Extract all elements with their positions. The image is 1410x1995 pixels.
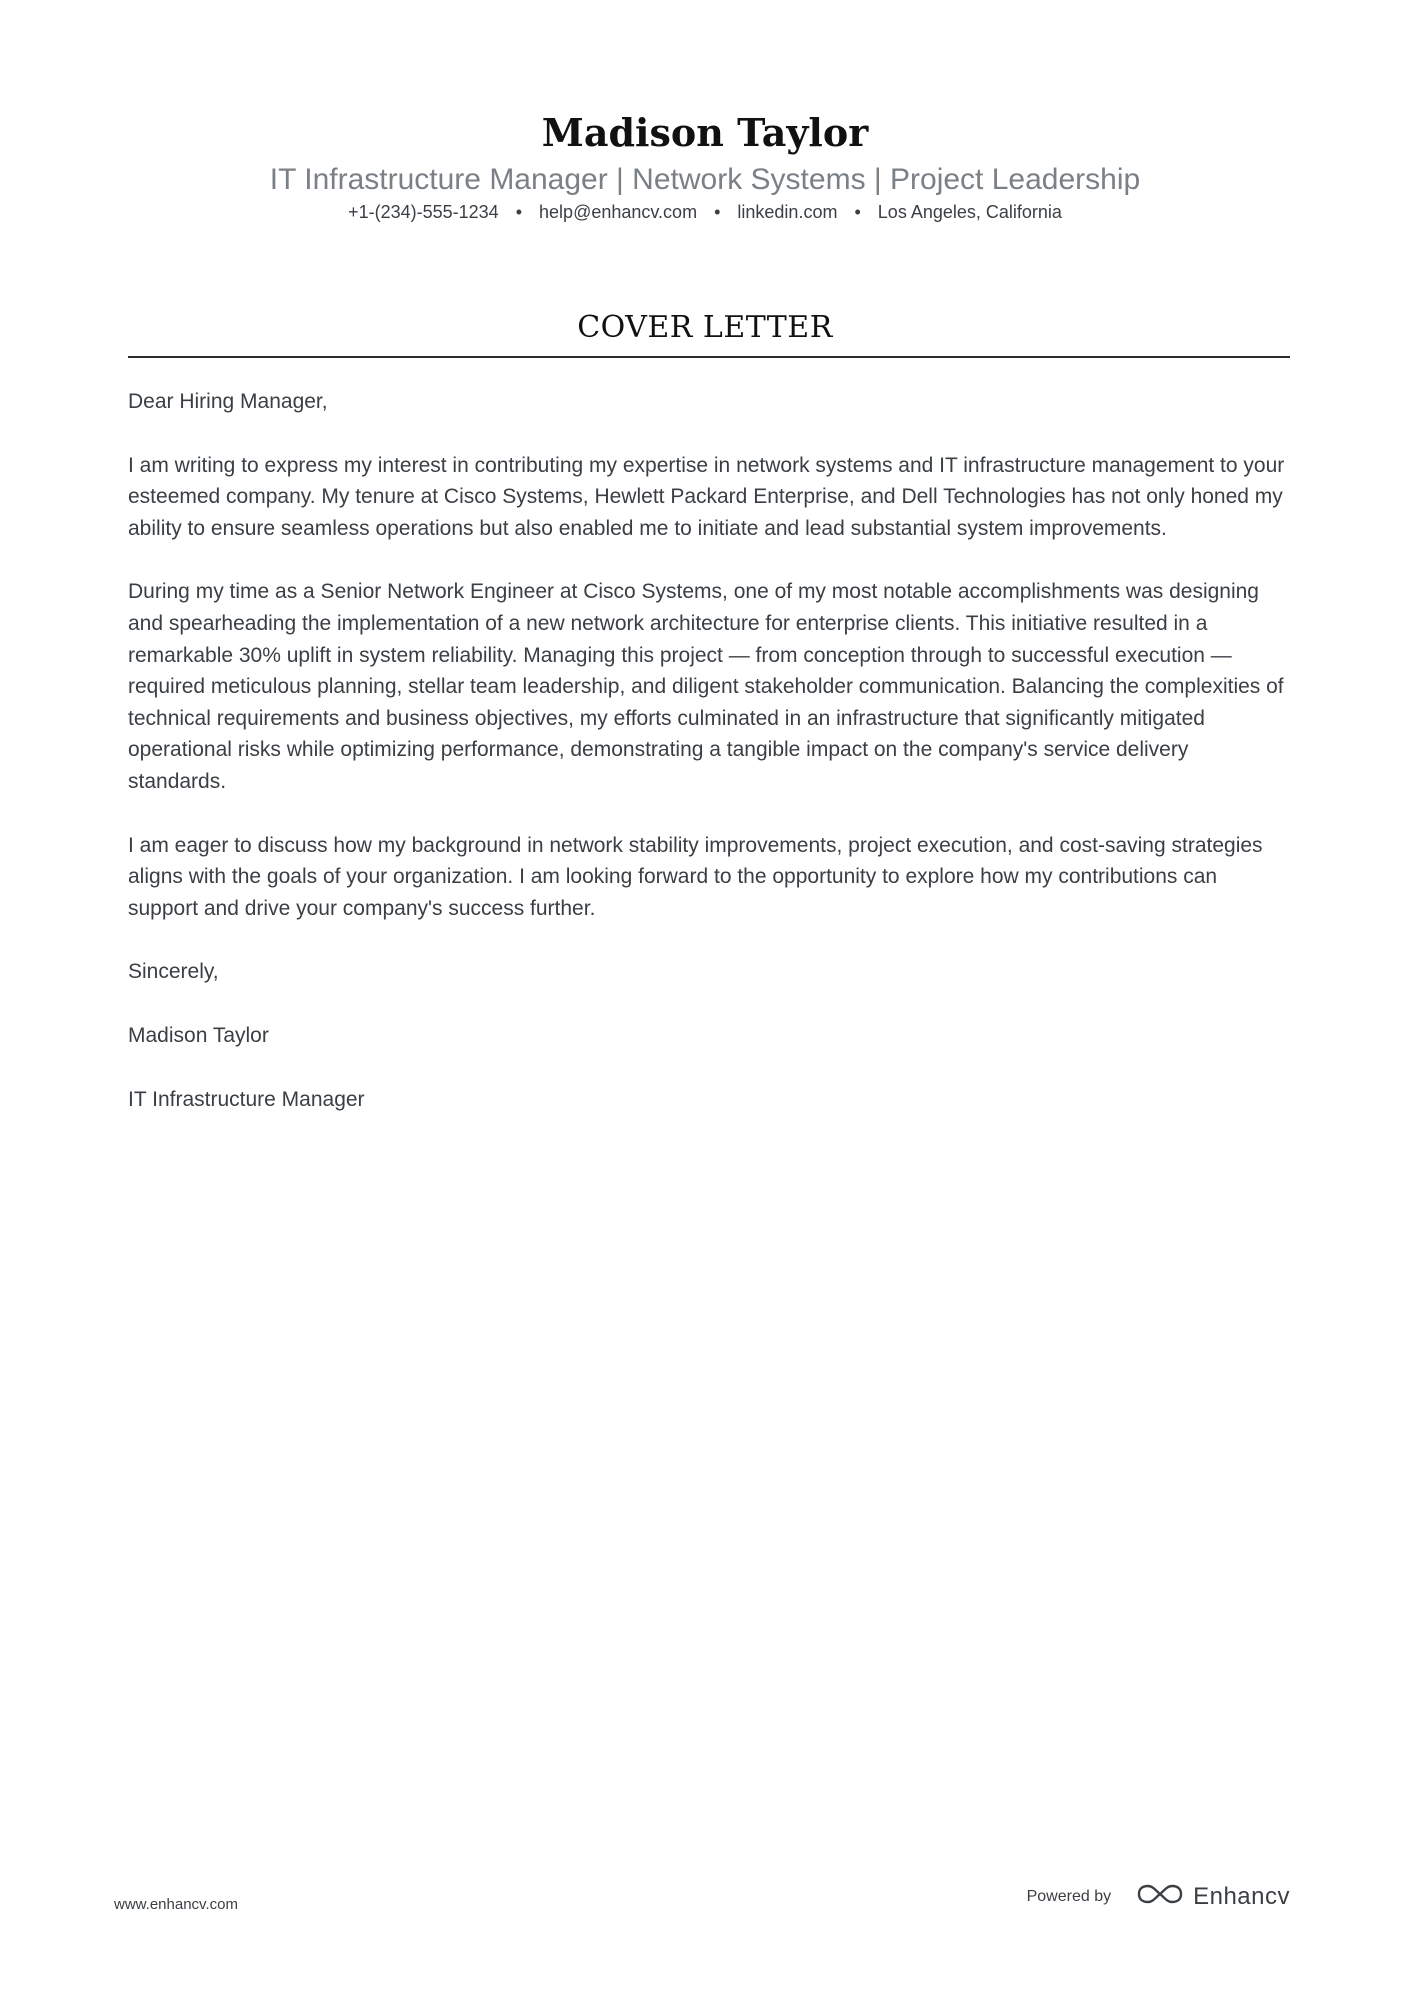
letter-paragraph: I am eager to discuss how my background in network stability improvements, project execution, and cost-saving strategies aligns with the goals of your organization. I am looking forward to the opportunity to explore how my contributions can support and drive your company's success further. xyxy=(128,833,1263,920)
letter-body xyxy=(128,386,1290,1147)
footer-website-link[interactable]: www.enhancv.com xyxy=(114,1896,238,1913)
contact-separator: • xyxy=(854,202,861,222)
applicant-name: Madison Taylor xyxy=(541,110,869,155)
letter-header xyxy=(0,108,1410,224)
contact-info xyxy=(0,200,1410,224)
letter-paragraph: I am writing to express my interest in contributing my expertise in network systems and IT infrastructure management to your esteemed company. My tenure at Cisco Systems, Hewlett Packard Enterprise, and Dell Technologies has not only honed my ability to ensure seamless operations but also enabled me to initiate and lead substantial system improvements. xyxy=(128,453,1285,540)
footer-branding xyxy=(1027,1882,1290,1911)
contact-phone: +1-(234)-555-1234 xyxy=(348,202,499,222)
contact-separator: • xyxy=(515,202,523,222)
signature-title: IT Infrastructure Manager xyxy=(128,1087,365,1111)
letter-salutation: Dear Hiring Manager, xyxy=(128,390,328,413)
signature-name: Madison Taylor xyxy=(128,1023,269,1047)
brand-name: Enhancv xyxy=(1193,1882,1290,1910)
applicant-headline: IT Infrastructure Manager | Network Systems | Project Leadership xyxy=(269,163,1141,196)
enhancv-logo-icon xyxy=(1137,1882,1183,1911)
section-divider xyxy=(128,356,1290,358)
contact-linkedin[interactable]: linkedin.com xyxy=(737,202,838,222)
brand-link[interactable] xyxy=(1137,1882,1290,1911)
contact-location: Los Angeles, California xyxy=(877,202,1062,222)
section-title: COVER LETTER xyxy=(577,310,833,345)
letter-closing: Sincerely, xyxy=(128,960,219,984)
powered-by-label: Powered by xyxy=(1026,1887,1112,1905)
contact-email[interactable]: help@enhancv.com xyxy=(539,202,698,222)
letter-paragraph: During my time as a Senior Network Engineer at Cisco Systems, one of my most notable accomplishments was designing and spearheading the implementation of a new network architecture for enterprise clients. This initiative resulted in a remarkable 30% uplift in system reliability. Managing this project — from conception through to successful execution — required meticulous planning, stellar team leadership, and diligent stakeholder communication. Balancing the complexities of technical requirements and business objectives, my efforts culminated in an infrastructure that significantly mitigated operational risks while optimizing performance, demonstrating a tangible impact on the company's service delivery standards. xyxy=(128,580,1284,793)
contact-separator: • xyxy=(714,202,721,222)
